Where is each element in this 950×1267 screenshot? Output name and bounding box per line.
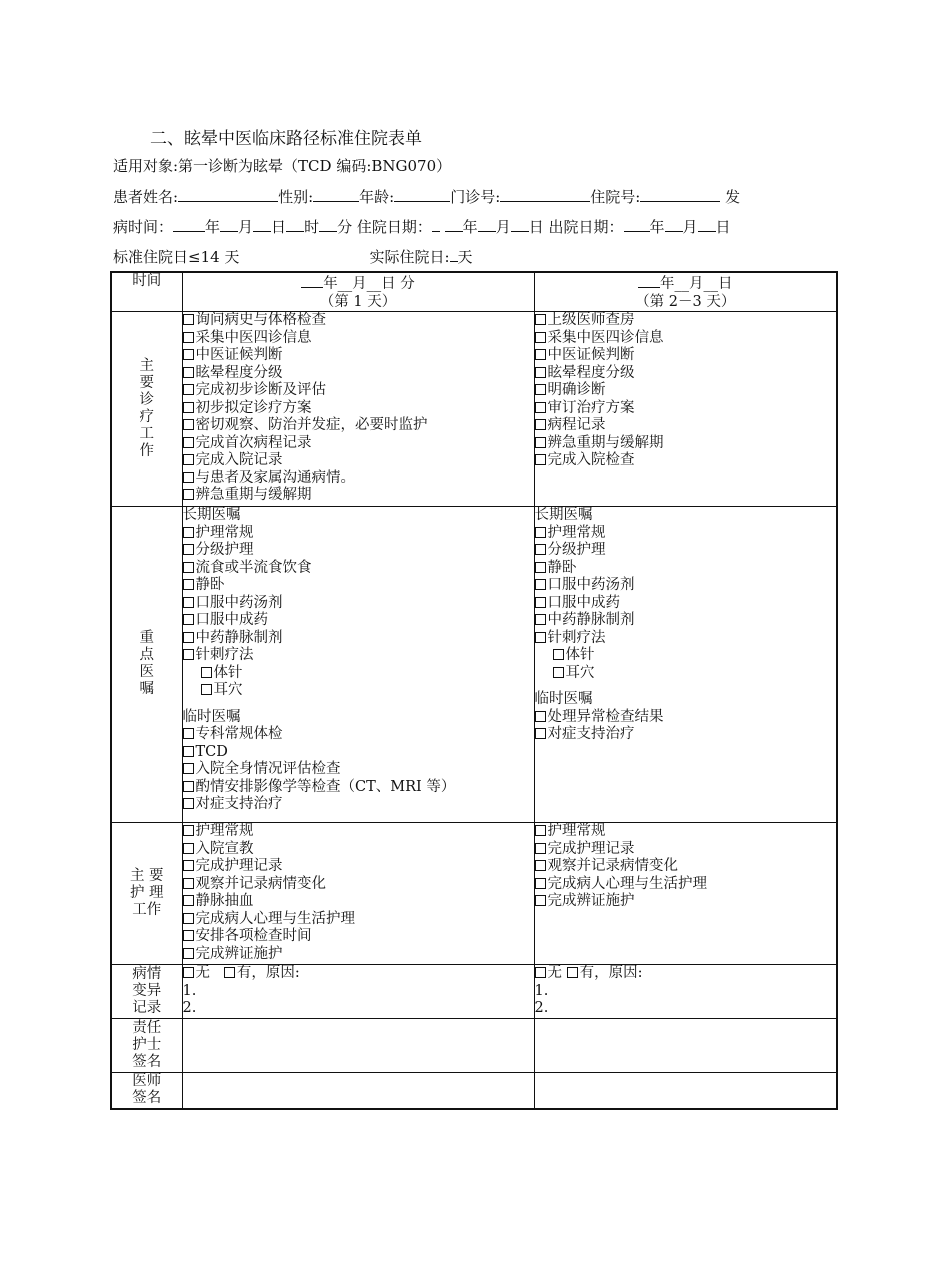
- checklist-item-label: 针刺疗法: [547, 629, 606, 646]
- onset-hour-field[interactable]: [286, 217, 304, 232]
- nursing-day2-list: [535, 823, 837, 911]
- onset-time-label: 病时间：: [113, 218, 174, 236]
- checkbox[interactable]: [553, 667, 564, 678]
- checklist-item: [535, 312, 837, 330]
- checkbox[interactable]: [183, 948, 194, 959]
- checkbox[interactable]: [183, 544, 194, 555]
- checklist-item-label: 护理常规: [195, 524, 254, 541]
- checklist-item-label: 完成首次病程记录: [195, 434, 312, 451]
- checklist-item: [535, 823, 837, 841]
- checkbox[interactable]: [535, 349, 546, 360]
- checklist-item-label: 与患者及家属沟通病情。: [195, 469, 355, 486]
- year-label: 年: [649, 218, 665, 236]
- checkbox[interactable]: [183, 746, 194, 757]
- checkbox[interactable]: [183, 632, 194, 643]
- minute-label: 分: [337, 218, 353, 236]
- treatment-row-label: 主要诊疗工作: [111, 312, 182, 507]
- checkbox[interactable]: [183, 314, 194, 325]
- orders-day1: [182, 507, 534, 823]
- checklist-item: [183, 911, 534, 929]
- checklist-item: [183, 876, 534, 894]
- checklist-item-label: 分级护理: [195, 542, 254, 558]
- checkbox[interactable]: [183, 763, 194, 774]
- age-field[interactable]: [394, 187, 450, 202]
- checkbox[interactable]: [183, 878, 194, 889]
- checklist-item: [183, 928, 534, 946]
- doctor-sign-day1[interactable]: [182, 1073, 534, 1109]
- checklist-item: [183, 470, 534, 488]
- checklist-item: [183, 858, 534, 876]
- checklist-item: [183, 312, 534, 330]
- nursing-day1-list: [183, 823, 534, 963]
- reason-1: 1.: [534, 982, 549, 999]
- checkbox[interactable]: [535, 895, 546, 906]
- checklist-item: [183, 744, 534, 762]
- checklist-item-label: 口服中成药: [547, 594, 620, 611]
- checklist-item: [535, 542, 837, 560]
- checkbox[interactable]: [183, 649, 194, 660]
- time-header: 时间: [111, 272, 182, 312]
- checklist-item-label: 完成初步诊断及评估: [195, 382, 326, 398]
- checklist-item: [183, 525, 534, 543]
- onset-month-field[interactable]: [220, 217, 238, 232]
- form-title: 二、眩晕中医临床路径标准住院表单: [150, 129, 422, 149]
- checkbox[interactable]: [535, 711, 546, 722]
- hour-label: 时: [304, 218, 320, 236]
- checkbox[interactable]: [183, 454, 194, 465]
- year-label: 年: [205, 218, 221, 236]
- checkbox[interactable]: [183, 597, 194, 608]
- doctor-sign-day2[interactable]: [534, 1073, 837, 1109]
- checklist-item: [183, 347, 534, 365]
- name-label: 患者姓名:: [113, 188, 179, 206]
- checklist-item: [183, 612, 534, 630]
- checklist-item-label: 体针: [213, 664, 243, 681]
- doctor-sign-label: 医师签名: [111, 1073, 182, 1109]
- checklist-item: [183, 726, 534, 744]
- checklist-item: [535, 452, 837, 470]
- actual-stay-field[interactable]: [450, 247, 458, 262]
- checklist-item-label: 静卧: [195, 577, 225, 593]
- checklist-item-label: 眩晕程度分级: [547, 364, 635, 381]
- orders-row-label: 重点医嘱: [111, 507, 182, 823]
- checklist-item-label: 采集中医四诊信息: [547, 329, 664, 346]
- checklist-item-label: 观察并记录病情变化: [195, 875, 326, 892]
- checklist-item-label: 完成护理记录: [547, 840, 635, 857]
- checklist-item: [183, 841, 534, 859]
- checkbox[interactable]: [535, 402, 546, 413]
- checklist-item: [535, 726, 837, 744]
- checklist-item: [535, 365, 837, 383]
- clinic-field[interactable]: [500, 187, 590, 202]
- orders-day2-acupuncture-list: [535, 647, 837, 682]
- checklist-item-label: 耳穴: [213, 682, 243, 698]
- orders-day1-temp-list: [183, 726, 534, 814]
- variation-row-label: 病情变异记录: [111, 965, 182, 1019]
- month-label: 月: [238, 218, 254, 236]
- checkbox[interactable]: [535, 367, 546, 378]
- checkbox[interactable]: [183, 895, 194, 906]
- checkbox[interactable]: [183, 798, 194, 809]
- checkbox[interactable]: [535, 454, 546, 465]
- checkbox[interactable]: [183, 472, 194, 483]
- checkbox[interactable]: [183, 728, 194, 739]
- checklist-item-label: 耳穴: [565, 664, 595, 681]
- checklist-item: [535, 841, 837, 859]
- checklist-item: [183, 761, 534, 779]
- long-term-orders-title: 长期医嘱: [182, 507, 241, 523]
- checklist-item: [201, 682, 534, 700]
- checklist-item-label: 完成入院检查: [547, 452, 635, 468]
- checklist-item-label: 完成辨证施护: [195, 945, 283, 962]
- checklist-item: [183, 365, 534, 383]
- applicable-line: 适用对象:第一诊断为眩晕（TCD 编码:BNG070）: [113, 157, 452, 175]
- checklist-item: [535, 893, 837, 911]
- temporary-orders-title: 临时医嘱: [182, 708, 241, 725]
- checklist-item-label: 中药静脉制剂: [547, 612, 635, 628]
- checklist-item: [535, 612, 837, 630]
- checkbox[interactable]: [535, 562, 546, 573]
- checklist-item-label: 流食或半流食饮食: [195, 559, 312, 576]
- treatment-day1-list: [183, 312, 534, 505]
- checkbox[interactable]: [201, 684, 212, 695]
- day1-label: （第 1 天）: [319, 293, 397, 310]
- checklist-item-label: 处理异常检查结果: [547, 708, 664, 725]
- checkbox[interactable]: [535, 332, 546, 343]
- discharge-month-field[interactable]: [665, 217, 683, 232]
- checkbox[interactable]: [183, 860, 194, 871]
- checklist-item: [183, 630, 534, 648]
- pathway-table: [110, 271, 838, 1110]
- checklist-item-label: 辨急重期与缓解期: [547, 434, 664, 451]
- admission-no-field[interactable]: [640, 187, 720, 202]
- checklist-item-label: 眩晕程度分级: [195, 364, 283, 381]
- checkbox[interactable]: [535, 527, 546, 538]
- checklist-item: [535, 858, 837, 876]
- checkbox[interactable]: [535, 544, 546, 555]
- month-label: 月: [682, 218, 698, 236]
- variation-day2: 无 有，原因: 1. 2.: [534, 965, 837, 1019]
- nurse-sign-day2[interactable]: [534, 1019, 837, 1073]
- checklist-item: [183, 796, 534, 814]
- checklist-item-label: 密切观察、防治并发症，必要时监护: [195, 417, 428, 433]
- checkbox[interactable]: [183, 437, 194, 448]
- checklist-item: [183, 577, 534, 595]
- checklist-item-label: 中医证候判断: [547, 347, 635, 363]
- checklist-item-label: 酌情安排影像学等检查（CT、MRI 等）: [195, 778, 456, 795]
- orders-day2: [534, 507, 837, 823]
- checklist-item: [183, 417, 534, 435]
- checklist-item: [535, 347, 837, 365]
- checklist-item-label: 初步拟定诊疗方案: [195, 399, 312, 416]
- orders-day1-acupuncture-list: [183, 665, 534, 700]
- checklist-item: [535, 709, 837, 727]
- day2-header: [534, 272, 837, 312]
- checkbox[interactable]: [183, 489, 194, 500]
- day1-header: [182, 272, 534, 312]
- checklist-item-label: 口服中药汤剂: [195, 594, 283, 611]
- standard-stay: 标准住院日≤14 天: [113, 248, 240, 266]
- checkbox[interactable]: [183, 614, 194, 625]
- checkbox[interactable]: [183, 913, 194, 924]
- treatment-day2: [534, 312, 837, 507]
- checkbox[interactable]: [553, 649, 564, 660]
- checkbox[interactable]: [183, 825, 194, 836]
- variation-yes-checkbox[interactable]: [567, 967, 578, 978]
- checklist-item: [183, 595, 534, 613]
- year-label: 年: [462, 218, 478, 236]
- checkbox[interactable]: [183, 579, 194, 590]
- checklist-item-label: 体针: [565, 647, 595, 663]
- checklist-item: [553, 647, 837, 665]
- checklist-item-label: 对症支持治疗: [195, 796, 283, 812]
- checklist-item-label: 护理常规: [547, 823, 606, 839]
- admission-no-label: 住院号:: [590, 188, 641, 206]
- checklist-item: [183, 779, 534, 797]
- checklist-item: [535, 876, 837, 894]
- checklist-item: [535, 525, 837, 543]
- checkbox[interactable]: [183, 349, 194, 360]
- checklist-item-label: 审订治疗方案: [547, 399, 635, 416]
- checklist-item-label: 完成辨证施护: [547, 893, 635, 909]
- onset-day-field[interactable]: [253, 217, 271, 232]
- checkbox[interactable]: [183, 419, 194, 430]
- checklist-item: [183, 400, 534, 418]
- orders-day2-long-list: [535, 525, 837, 648]
- checklist-item: [535, 435, 837, 453]
- variation-none-checkbox[interactable]: [535, 967, 546, 978]
- name-field[interactable]: [178, 187, 278, 202]
- checklist-item-label: 护理常规: [547, 524, 606, 541]
- day1-date: 年__月__日 分: [323, 276, 415, 292]
- checklist-item-label: 静卧: [547, 559, 577, 576]
- admit-date-label: 住院日期：: [356, 218, 432, 236]
- checkbox[interactable]: [183, 332, 194, 343]
- onset-label: 发: [725, 188, 741, 206]
- gender-label: 性别:: [278, 188, 314, 206]
- checklist-item: [535, 417, 837, 435]
- checklist-item: [183, 452, 534, 470]
- treatment-day1: [182, 312, 534, 507]
- checkbox[interactable]: [535, 878, 546, 889]
- checklist-item: [183, 487, 534, 505]
- checklist-item: [553, 665, 837, 683]
- reason-1: 1.: [182, 982, 197, 999]
- gender-field[interactable]: [313, 187, 359, 202]
- checklist-item: [183, 435, 534, 453]
- reason-2: 2.: [534, 1000, 549, 1016]
- checklist-item-label: 辨急重期与缓解期: [195, 487, 312, 503]
- checkbox[interactable]: [535, 314, 546, 325]
- reason-2: 2.: [182, 1000, 197, 1016]
- day-label: 日: [715, 218, 731, 236]
- orders-day1-long-list: [183, 525, 534, 665]
- checklist-item-label: 完成病人心理与生活护理: [195, 910, 355, 927]
- checklist-item-label: 病程记录: [547, 417, 606, 433]
- checklist-item-label: TCD: [195, 743, 228, 760]
- checklist-item: [535, 595, 837, 613]
- checklist-item-label: 明确诊断: [547, 382, 606, 398]
- checklist-item-label: 对症支持治疗: [547, 726, 635, 742]
- day2-date: 年__月__日: [660, 276, 733, 292]
- checklist-item: [183, 382, 534, 400]
- nursing-day1: [182, 823, 534, 965]
- age-label: 年龄:: [359, 188, 395, 206]
- day2-label: （第 2－3 天）: [635, 293, 736, 310]
- variation-yes-checkbox[interactable]: [224, 967, 235, 978]
- checklist-item: [201, 665, 534, 683]
- checklist-item: [183, 946, 534, 964]
- checkbox[interactable]: [535, 384, 546, 395]
- admit-month-field[interactable]: [478, 217, 496, 232]
- checklist-item-label: 中医证候判断: [195, 347, 283, 363]
- checklist-item: [535, 630, 837, 648]
- checklist-item-label: 入院宣教: [195, 840, 254, 857]
- checklist-item: [183, 560, 534, 578]
- checkbox[interactable]: [183, 527, 194, 538]
- checklist-item: [183, 893, 534, 911]
- onset-minute-field[interactable]: [319, 217, 337, 232]
- stay-line: [113, 246, 473, 267]
- nurse-sign-label: 责任护士签名: [111, 1019, 182, 1073]
- checkbox[interactable]: [183, 781, 194, 792]
- checklist-item-label: 完成护理记录: [195, 858, 283, 874]
- nursing-row-label: 主 要 护 理 工作: [111, 823, 182, 965]
- checklist-item-label: 护理常规: [195, 823, 254, 839]
- checklist-item-label: 中药静脉制剂: [195, 629, 283, 646]
- admit-century-field[interactable]: [432, 217, 440, 232]
- checklist-item: [535, 400, 837, 418]
- checklist-item-label: 完成入院记录: [195, 452, 283, 468]
- checkbox[interactable]: [201, 667, 212, 678]
- checklist-item-label: 口服中药汤剂: [547, 577, 635, 593]
- checklist-item: [183, 330, 534, 348]
- checkbox[interactable]: [183, 402, 194, 413]
- discharge-year-field[interactable]: [624, 217, 650, 232]
- month-label: 月: [495, 218, 511, 236]
- checklist-item-label: 静脉抽血: [195, 893, 254, 909]
- treatment-day2-list: [535, 312, 837, 470]
- checkbox[interactable]: [183, 843, 194, 854]
- checkbox[interactable]: [535, 579, 546, 590]
- checklist-item: [183, 647, 534, 665]
- checkbox[interactable]: [535, 728, 546, 739]
- checklist-item-label: 入院全身情况评估检查: [195, 761, 341, 777]
- checklist-item-label: 专科常规体检: [195, 726, 283, 742]
- onset-year-field[interactable]: [173, 217, 205, 232]
- day-label: 日: [271, 218, 287, 236]
- discharge-day-field[interactable]: [698, 217, 716, 232]
- date-line: [113, 216, 731, 237]
- checklist-item-label: 针刺疗法: [195, 647, 254, 663]
- checkbox[interactable]: [535, 843, 546, 854]
- checkbox[interactable]: [183, 562, 194, 573]
- checklist-item: [183, 823, 534, 841]
- checklist-item: [535, 560, 837, 578]
- checkbox[interactable]: [535, 860, 546, 871]
- actual-stay-unit: 天: [457, 248, 473, 266]
- long-term-orders-title: 长期医嘱: [534, 507, 593, 523]
- day-label: 日: [528, 218, 544, 236]
- checkbox[interactable]: [183, 384, 194, 395]
- admit-year-field[interactable]: [445, 217, 463, 232]
- checklist-item: [183, 542, 534, 560]
- admit-day-field[interactable]: [511, 217, 529, 232]
- checklist-item: [535, 577, 837, 595]
- actual-stay-label: 实际住院日:: [369, 248, 450, 266]
- checklist-item-label: 采集中医四诊信息: [195, 329, 312, 346]
- checklist-item-label: 分级护理: [547, 542, 606, 558]
- temporary-orders-title: 临时医嘱: [534, 691, 593, 707]
- checklist-item: [535, 330, 837, 348]
- checklist-item-label: 上级医师查房: [547, 312, 635, 328]
- checkbox[interactable]: [183, 367, 194, 378]
- orders-day2-temp-list: [535, 709, 837, 744]
- checkbox[interactable]: [535, 825, 546, 836]
- checkbox[interactable]: [535, 614, 546, 625]
- nurse-sign-day1[interactable]: [182, 1019, 534, 1073]
- patient-line: [113, 186, 740, 207]
- checklist-item: [535, 382, 837, 400]
- clinic-label: 门诊号:: [450, 188, 501, 206]
- checkbox[interactable]: [535, 437, 546, 448]
- checklist-item-label: 完成病人心理与生活护理: [547, 875, 707, 892]
- checklist-item-label: 安排各项检查时间: [195, 928, 312, 944]
- checkbox[interactable]: [535, 632, 546, 643]
- checklist-item-label: 询问病史与体格检查: [195, 312, 326, 328]
- checkbox[interactable]: [183, 930, 194, 941]
- checklist-item-label: 口服中成药: [195, 612, 268, 628]
- checkbox[interactable]: [535, 597, 546, 608]
- nursing-day2: [534, 823, 837, 965]
- checkbox[interactable]: [535, 419, 546, 430]
- variation-day1: 无 有，原因: 1. 2.: [182, 965, 534, 1019]
- variation-none-checkbox[interactable]: [183, 967, 194, 978]
- discharge-date-label: 出院日期：: [548, 218, 624, 236]
- checklist-item-label: 观察并记录病情变化: [547, 858, 678, 874]
